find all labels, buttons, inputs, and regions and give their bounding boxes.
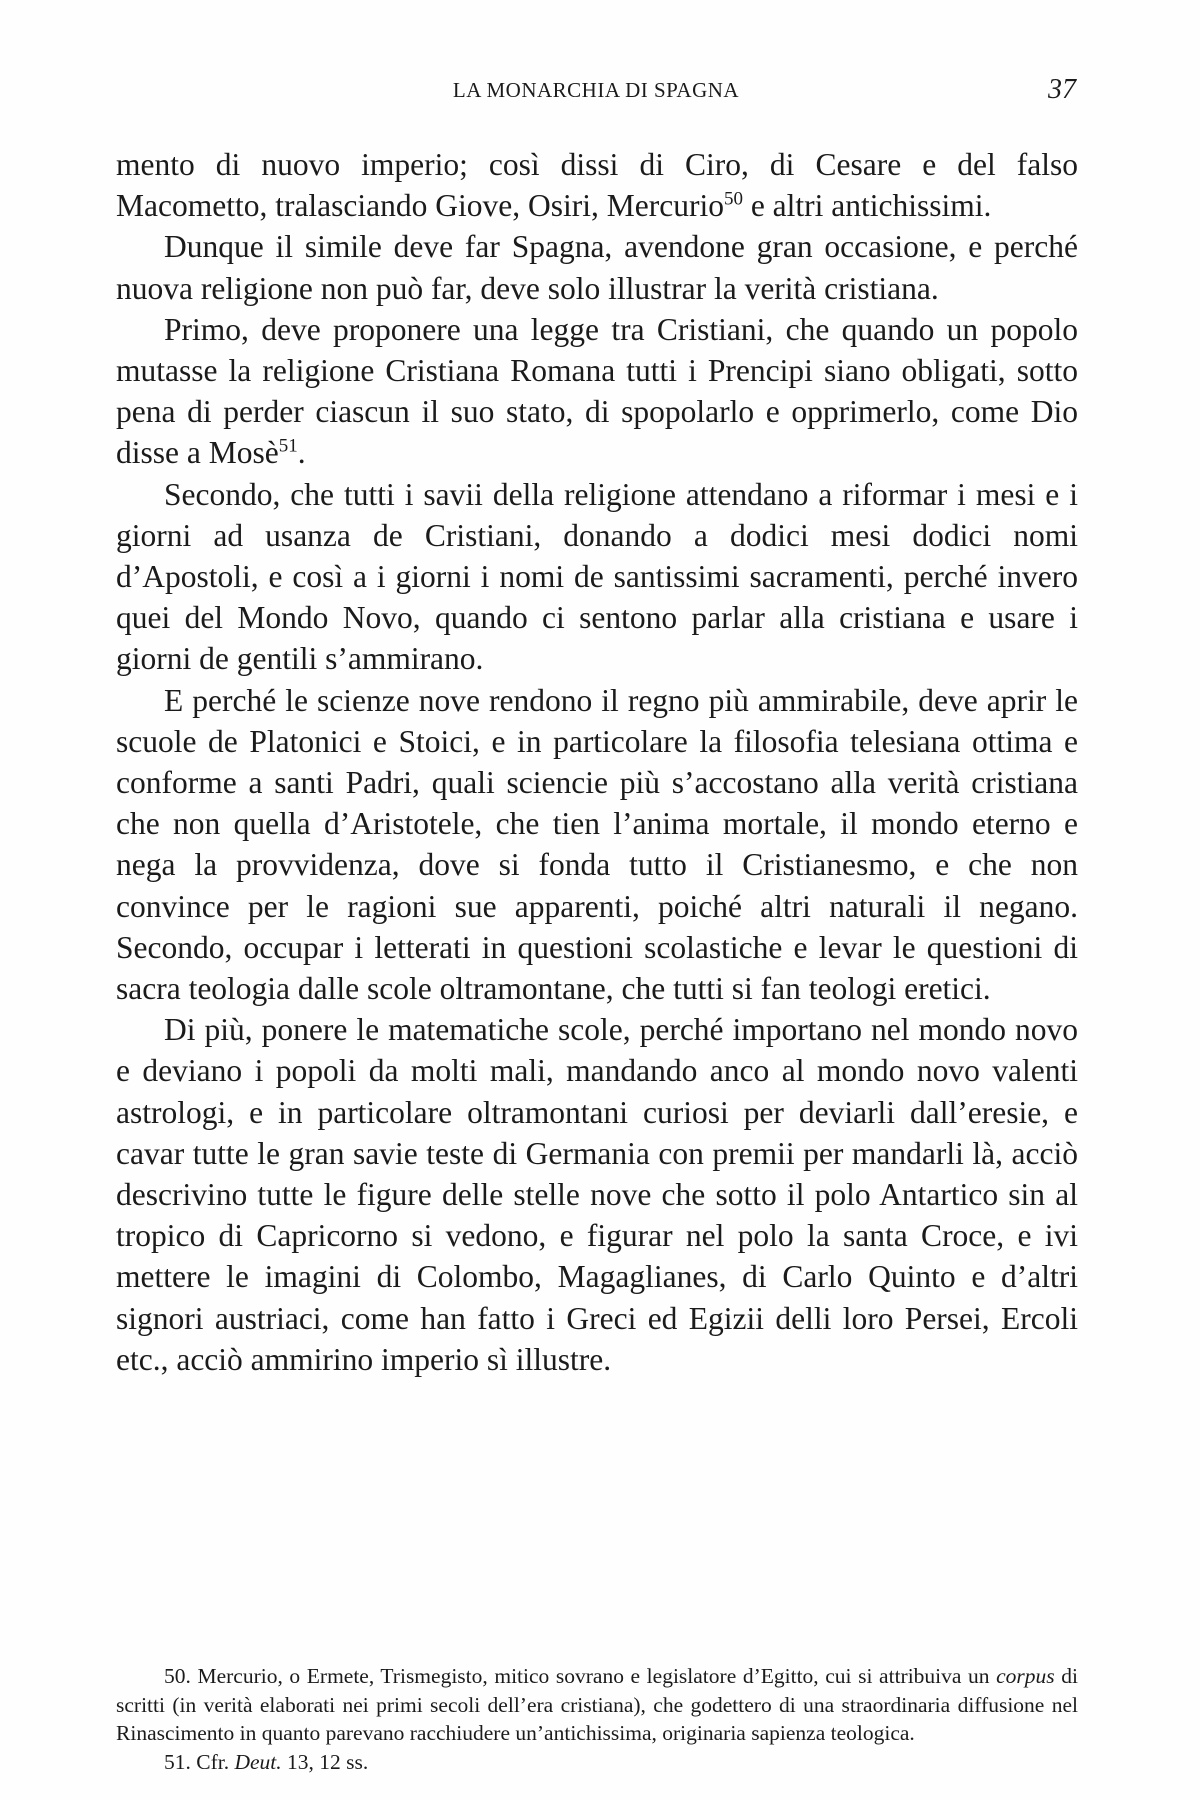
- footnote-51-italic: Deut.: [234, 1749, 282, 1774]
- footnote-ref-50: 50: [723, 188, 743, 210]
- footnote-50-text-a: 50. Mercurio, o Ermete, Trismegisto, mitico sovrano e legislatore d’Egitto, cui si attribuiva un: [164, 1664, 997, 1688]
- paragraph-1: [116, 144, 1078, 226]
- footnote-50-text-b: di scritti (in verità elaborati nei primi secoli dell’era cristiana), che godettero di una straordinaria diffusione nel Rinascimento in quanto parevano racchiudere un’antichissima, originaria sapienza teologica.: [116, 1664, 1078, 1745]
- footnote-50: [116, 1662, 1078, 1748]
- paragraph-3-text: Primo, deve proponere una legge tra Cristiani, che quando un popolo mutasse la religione Cristiana Romana tutti i Prencipi siano obligati, sotto pena di perder ciascun il suo stato, di spopolarlo e opprimerlo, come Dio disse a Mosè: [116, 311, 1078, 471]
- paragraph-1-end: e altri antichissimi.: [742, 188, 992, 224]
- paragraph-3: [116, 309, 1078, 474]
- footnotes: [116, 1662, 1078, 1776]
- running-title: LA MONARCHIA DI SPAGNA: [452, 78, 740, 102]
- body-text: [116, 144, 1078, 1380]
- paragraph-1-text: mento di nuovo imperio; così dissi di Ciro, di Cesare e del falso Macometto, tralasciando Giove, Osiri, Mercurio: [116, 147, 1078, 224]
- paragraph-4: Secondo, che tutti i savii della religione attendano a riformar i mesi e i giorni ad usanza de Cristiani, donando a dodici mesi dodici nomi d’Apostoli, e così a i giorni i nomi de santissimi sacramenti, perché invero quei del Mondo Novo, quando ci sentono parlar alla cristiana e usare i giorni de gentili s’ammirano.: [116, 476, 1078, 677]
- footnote-51-text-a: 51. Cfr.: [164, 1749, 235, 1774]
- paragraph-5: E perché le scienze nove rendono il regno più ammirabile, deve aprir le scuole de Platonici e Stoici, e in particolare la filosofia telesiana ottima e conforme a santi Padri, quali sciencie più s’accostano alla verità cristiana che non quella d’Aristotele, che tien l’anima mortale, il mondo eterno e nega la provvidenza, dove si fonda tutto il Cristianesmo, e che non convince per le ragioni sue apparenti, poiché altri naturali il negano. Secondo, occupar i letterati in questioni scolastiche e levar le questioni di sacra teologia dalle scole oltramontane, che tutti si fan teologi eretici.: [116, 682, 1078, 1007]
- footnote-51: [116, 1748, 1078, 1777]
- running-head: [116, 74, 1076, 108]
- paragraph-3-end: .: [297, 435, 306, 471]
- paragraph-2: Dunque il simile deve far Spagna, avendone gran occasione, e perché nuova religione non può far, deve solo illustrar la verità cristiana.: [116, 229, 1078, 306]
- paragraph-6: Di più, ponere le matematiche scole, perché importano nel mondo novo e deviano i popoli da molti mali, mandando anco al mondo novo valenti astrologi, e in particolare oltramontani curiosi per deviarli dall’eresie, e cavar tutte le gran savie teste di Germania con premii per mandarli là, acciò descrivino tutte le figure delle stelle nove che sotto il polo Antartico sin al tropico di Capricorno si vedono, e figurar nel polo la santa Croce, e ivi mettere le imagini di Colombo, Magaglianes, di Carlo Quinto e d’altri signori austriaci, come han fatto i Greci ed Egizii delli loro Persei, Ercoli etc., acciò ammirino imperio sì illustre.: [116, 1012, 1078, 1377]
- page-number: 37: [1048, 74, 1076, 105]
- footnote-51-text-b: 13, 12 ss.: [281, 1749, 369, 1774]
- footnote-50-italic: corpus: [996, 1664, 1055, 1688]
- footnote-ref-51: 51: [278, 435, 298, 457]
